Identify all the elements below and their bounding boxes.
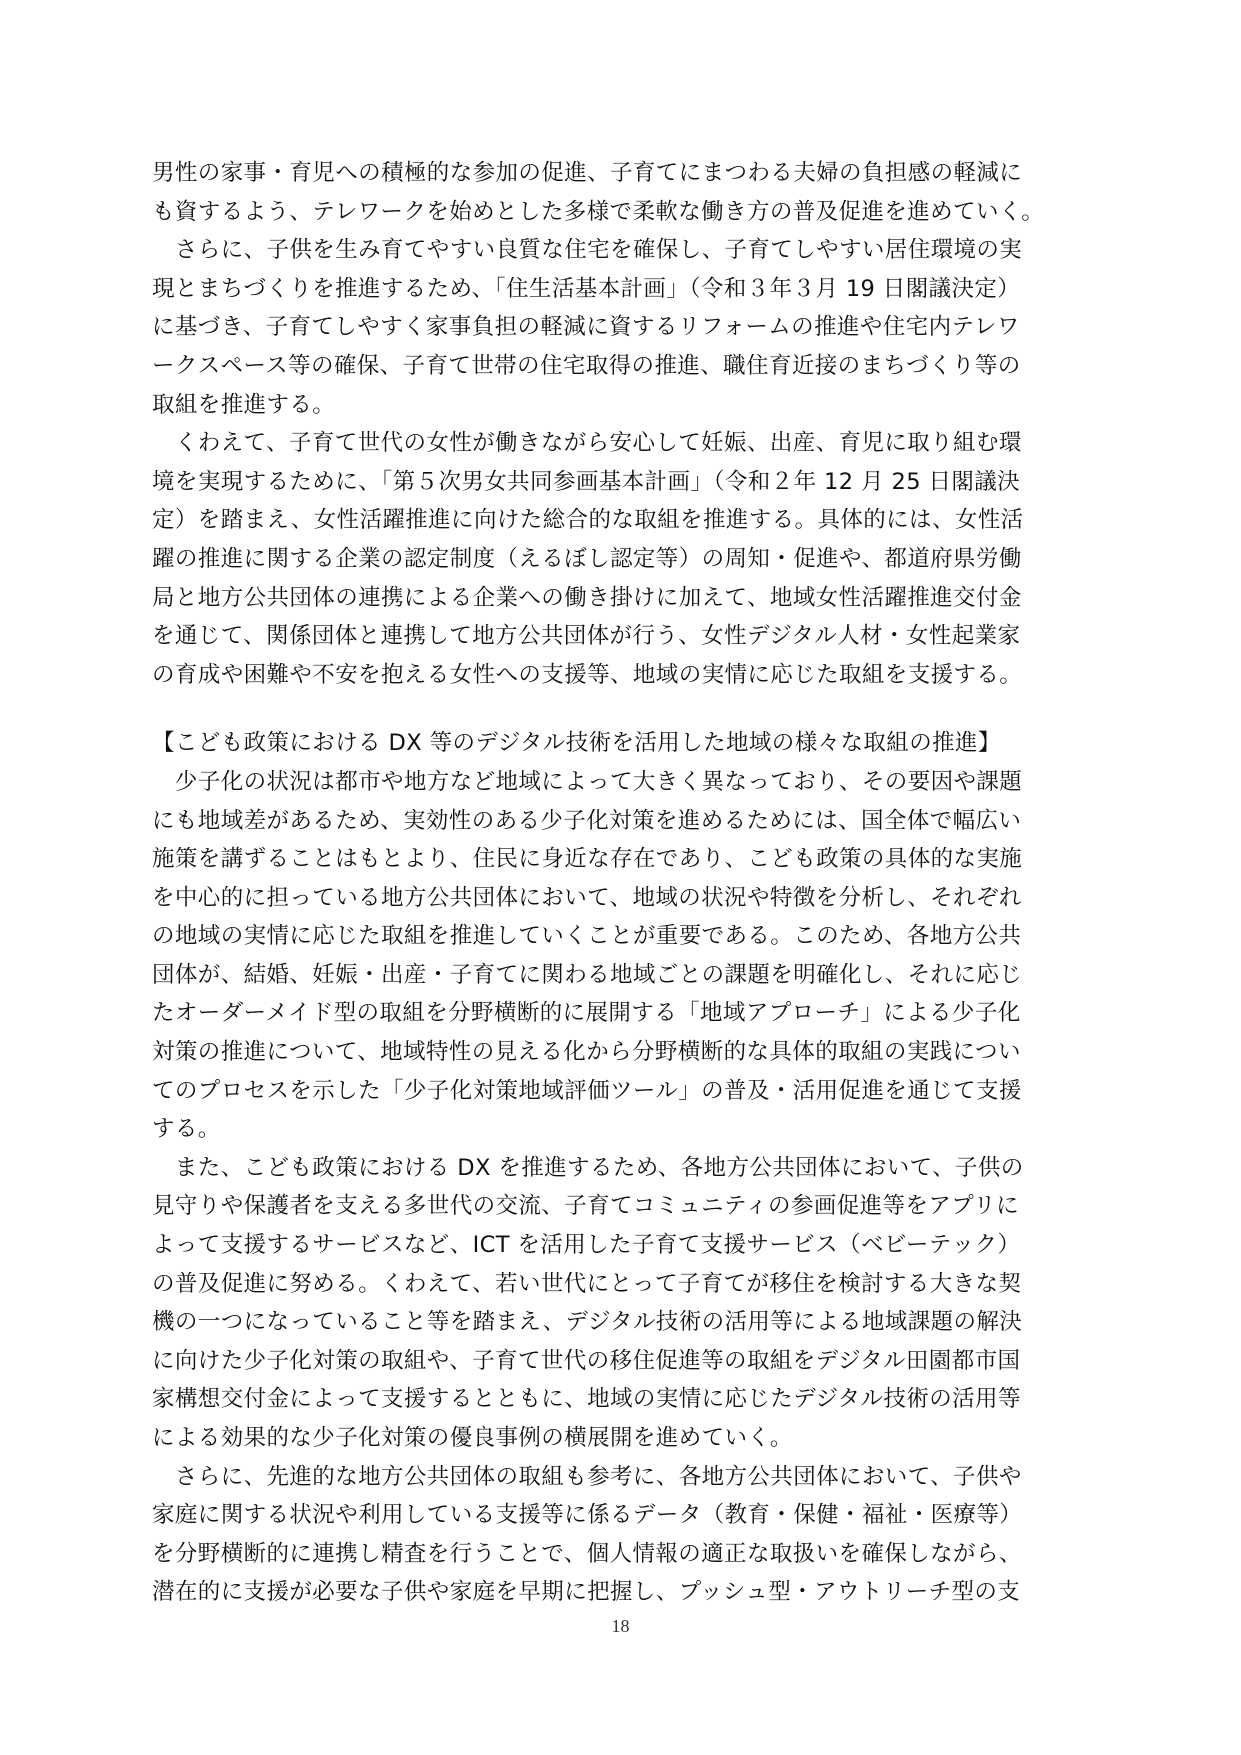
text-line: 家構想交付金によって支援するとともに、地域の実情に応じたデジタル技術の活用等 [152, 1386, 1021, 1413]
text-line: 機の一つになっていること等を踏まえ、デジタル技術の活用等による地域課題の解決 [152, 1309, 1023, 1336]
text-line: ークスペース等の確保、子育て世帯の住宅取得の推進、職住育近接のまちづくり等の [152, 352, 1021, 379]
text-line: たオーダーメイド型の取組を分野横断的に展開する「地域アプローチ」による少子化 [152, 1000, 1021, 1027]
text-line: 定）を踏まえ、女性活躍推進に向けた総合的な取組を推進する。具体的には、女性活 [152, 507, 1024, 534]
text-line: に基づき、子育てしやすく家事負担の軽減に資するリフォームの推進や住宅内テレワ [152, 314, 1020, 341]
text-line: よって支援するサービスなど、ICT を活用した子育て支援サービス（ベビーテック） [152, 1232, 1021, 1259]
text-line: 躍の推進に関する企業の認定制度（えるぼし認定等）の周知・促進や、都道府県労働 [152, 545, 1022, 572]
text-line: 取組を推進する。 [152, 391, 336, 418]
text-line: さらに、先進的な地方公共団体の取組も参考に、各地方公共団体において、子供や [152, 1463, 1022, 1490]
text-line: 見守りや保護者を支える多世代の交流、子育てコミュニティの参画促進等をアプリに [152, 1193, 1020, 1220]
text-line: 施策を講ずることはもとより、住民に身近な存在であり、こども政策の具体的な実施 [152, 846, 1023, 873]
paragraph-block-2 [152, 763, 1092, 1612]
text-line: 現とまちづくりを推進するため、「住生活基本計画」（令和３年３月 19 日閣議決定） [152, 275, 1021, 302]
text-line: 対策の推進について、地域特性の見える化から分野横断的な具体的取組の実践につい [152, 1039, 1021, 1066]
text-line: を通じて、関係団体と連携して地方公共団体が行う、女性デジタル人材・女性起業家 [152, 623, 1021, 650]
paragraph-spacer [152, 694, 1092, 724]
text-line: にも地域差があるため、実効性のある少子化対策を進めるためには、国全体で幅広い [152, 807, 1022, 834]
text-line: 境を実現するために、「第５次男女共同参画基本計画」（令和２年 12 月 25 日閣議決 [152, 468, 1021, 495]
text-line: の育成や困難や不安を抱える女性への支援等、地域の実情に応じた取組を支援する。 [152, 661, 1023, 688]
text-line: 男性の家事・育児への積極的な参加の促進、子育てにまつわる夫婦の負担感の軽減に [152, 160, 1023, 186]
text-line: 団体が、結婚、妊娠・出産・子育てに関わる地域ごとの課題を明確化し、それに応じ [152, 961, 1023, 988]
text-line: 潜在的に支援が必要な子供や家庭を早期に把握し、プッシュ型・アウトリーチ型の支 [152, 1579, 1021, 1606]
text-line: も資するよう、テレワークを始めとした多様で柔軟な働き方の普及促進を進めていく。 [152, 198, 1045, 225]
section-heading: 【こども政策における DX 等のデジタル技術を活用した地域の様々な取組の推進】 [152, 730, 1001, 757]
text-line: する。 [152, 1116, 221, 1143]
page-number: 18 [611, 1616, 630, 1636]
text-line: による効果的な少子化対策の優良事例の横展開を進めていく。 [152, 1425, 793, 1451]
text-line: くわえて、子育て世代の女性が働きながら安心して妊娠、出産、育児に取り組む環 [152, 430, 1022, 457]
text-line: に向けた少子化対策の取組や、子育て世代の移住促進等の取組をデジタル田園都市国 [152, 1347, 1021, 1374]
text-line: 家庭に関する状況や利用している支援等に係るデータ（教育・保健・福祉・医療等） [152, 1502, 1023, 1529]
text-line: 局と地方公共団体の連携による企業への働き掛けに加えて、地域女性活躍推進交付金 [152, 584, 1022, 611]
paragraph-block-1 [152, 154, 1092, 694]
text-line: の地域の実情に応じた取組を推進していくことが重要である。このため、各地方公共 [152, 923, 1022, 950]
text-line: 少子化の状況は都市や地方など地域によって大きく異なっており、その要因や課題 [152, 768, 1023, 795]
text-line: を分野横断的に連携し精査を行うことで、個人情報の適正な取扱いを確保しながら、 [152, 1540, 1022, 1567]
text-line: てのプロセスを示した「少子化対策地域評価ツール」の普及・活用促進を通じて支援 [152, 1077, 1022, 1104]
document-body [152, 154, 1092, 1612]
text-line: さらに、子供を生み育てやすい良質な住宅を確保し、子育てしやすい居住環境の実 [152, 237, 1023, 264]
text-line: を中心的に担っている地方公共団体において、地域の状況や特徴を分析し、それぞれ [152, 884, 1022, 911]
text-line: また、こども政策における DX を推進するため、各地方公共団体において、子供の [152, 1154, 1024, 1181]
text-line: の普及促進に努める。くわえて、若い世代にとって子育てが移住を検討する大きな契 [152, 1270, 1022, 1297]
